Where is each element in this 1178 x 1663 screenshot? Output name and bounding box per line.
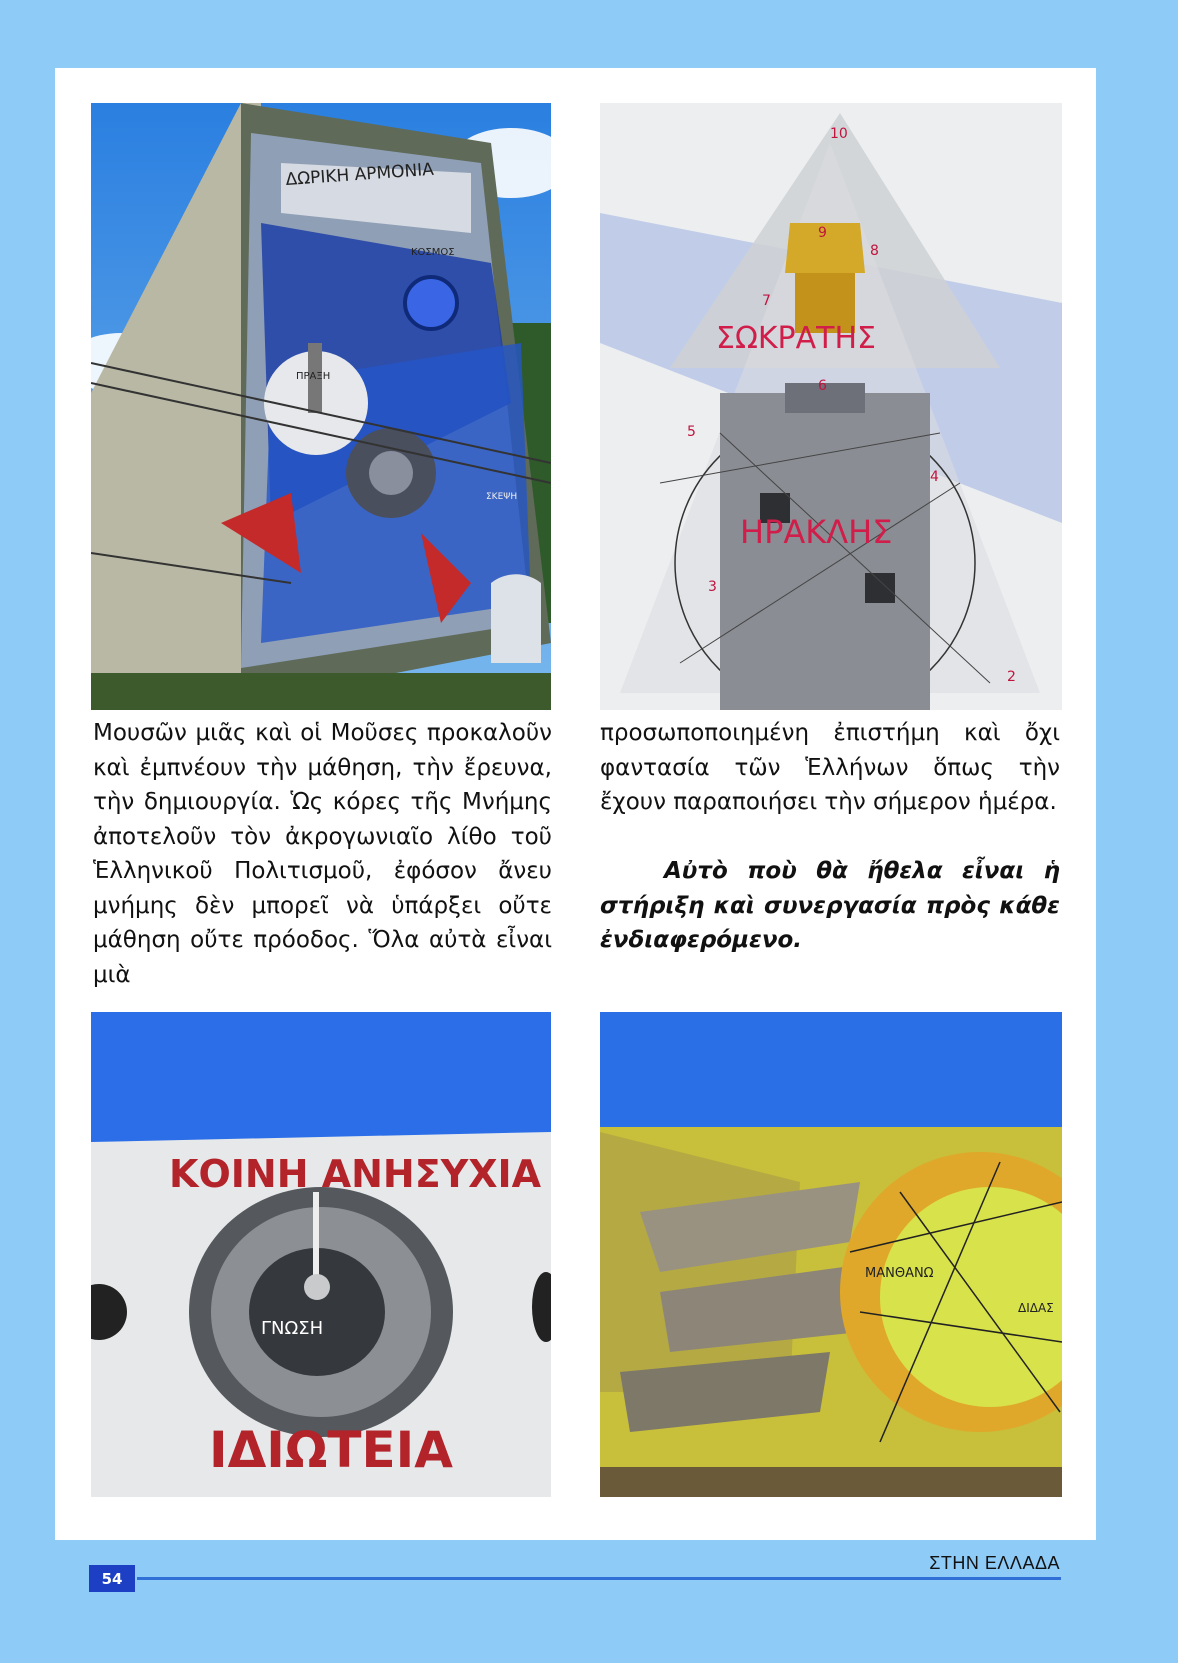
mural-text-hercules: ΗΡΑΚΛΗΣ	[740, 513, 893, 551]
mural-number-9: 9	[818, 225, 827, 241]
mural-text-learn: ΜΑΝΘΑΝΩ	[865, 1266, 934, 1281]
section-title: ΣΤΗΝ ΕΛΛΑΔΑ	[929, 1553, 1060, 1573]
page-number: 54	[89, 1565, 135, 1592]
mural-number-4: 4	[930, 469, 939, 485]
footer-rule	[137, 1577, 1061, 1580]
mural-text-knowledge: ΓΝΩΣΗ	[261, 1318, 324, 1339]
mural-text-socrates: ΣΩΚΡΑΤΗΣ	[716, 321, 877, 356]
shield-mural-photo	[91, 1012, 551, 1497]
right-paragraph: προσωποποιημένη ἐπιστήμη καὶ ὄχι φαντασία τῶν Ἑλλήνων ὅπως τὴν ἔχουν παραποιήσει τὴν σήμερον ἡμέρα.	[600, 720, 1060, 815]
yellow-mural-photo	[600, 1012, 1062, 1497]
mural-number-8: 8	[870, 243, 879, 259]
mural-text-teach: ΔΙΔΑΣ	[1018, 1301, 1054, 1315]
mural-number-2: 2	[1007, 669, 1016, 685]
mural-label-praxi: ΠΡΑΞΗ	[296, 371, 331, 382]
mural-label-skepsi: ΣΚΕΨΗ	[486, 492, 518, 502]
mural-text-common-concern: ΚΟΙΝΗ ΑΝΗΣΥΧΙΑ	[169, 1152, 542, 1196]
mural-label-kosmos: ΚΟΣΜΟΣ	[411, 247, 455, 258]
right-text-column	[600, 716, 1060, 958]
building-mural-photo	[91, 103, 551, 710]
mural-number-5: 5	[687, 424, 696, 440]
mural-text-idioteia: ΙΔΙΩΤΕΙΑ	[209, 1421, 453, 1479]
mural-title-text: ΔΩΡΙΚΗ ΑΡΜΟΝΙΑ	[284, 159, 435, 190]
mural-number-7: 7	[762, 293, 771, 309]
mural-number-3: 3	[708, 579, 717, 595]
mural-number-6: 6	[818, 378, 827, 394]
closing-statement: Αὐτὸ ποὺ θὰ ἤθελα εἶναι ἡ στήριξη καὶ συνεργασία πρὸς κάθε ἐνδιαφερόμενο.	[600, 858, 1060, 953]
left-text-column	[93, 716, 552, 992]
socrates-mural-photo	[600, 103, 1062, 710]
mural-number-10: 10	[830, 126, 848, 142]
left-paragraph: Μουσῶν μιᾶς καὶ οἱ Μοῦσες προκαλοῦν καὶ ἐμπνέουν τὴν μάθηση, τὴν ἔρευνα, τὴν δημιουργία. Ὡς κόρες τῆς Μνήμης ἀποτελοῦν τὸν ἀκρογωνιαῖο λίθο τοῦ Ἑλληνικοῦ Πολιτισμοῦ, ἐφόσον ἄνευ μνήμης δὲν μπορεῖ νὰ ὑπάρξει οὔτε μάθηση οὔτε πρόοδος. Ὅλα αὐτὰ εἶναι μιὰ	[93, 720, 552, 988]
